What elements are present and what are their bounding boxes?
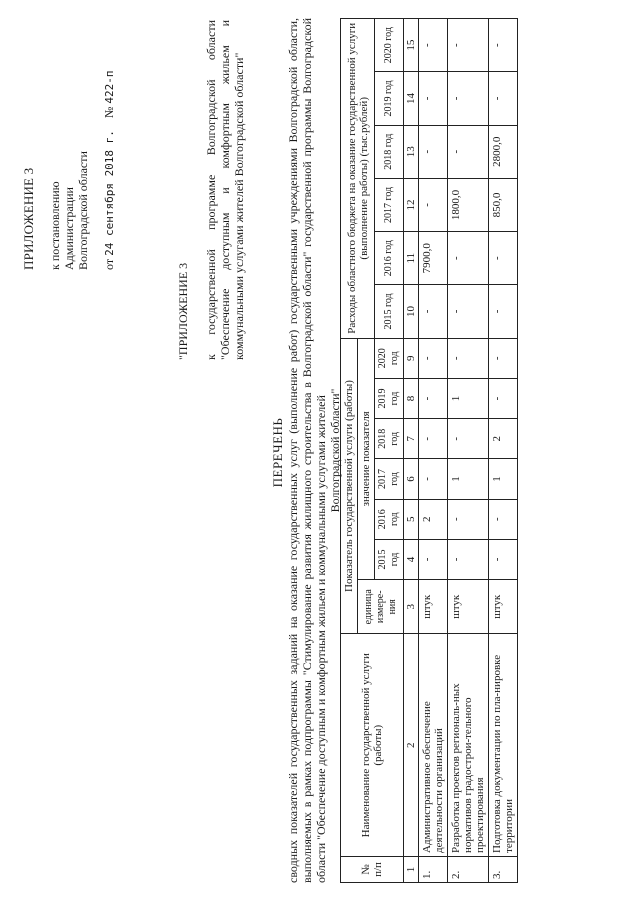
column-number: 2 (404, 634, 419, 856)
column-number: 3 (404, 580, 419, 634)
column-number: 7 (404, 419, 419, 459)
header-year: 2020 год (375, 338, 404, 378)
annex-title: "ПРИЛОЖЕНИЕ 3 (176, 262, 190, 360)
row-unit: штук (489, 580, 518, 634)
row-expense: - (419, 125, 448, 178)
row-value: 1 (489, 459, 518, 499)
column-number: 1 (404, 856, 419, 882)
header-exp-year: 2016 год (375, 232, 404, 285)
column-number: 13 (404, 125, 419, 178)
header-year: 2017 год (375, 459, 404, 499)
row-value: - (489, 338, 518, 378)
header-exp-year: 2019 год (375, 72, 404, 125)
row-value: - (419, 378, 448, 418)
row-unit: штук (448, 580, 489, 634)
row-expense: - (448, 232, 489, 285)
decree-date: 24 сентября 2018 г. (103, 130, 116, 256)
decree-date-line (102, 10, 117, 270)
header-exp-year: 2015 год (375, 285, 404, 338)
row-unit: штук (419, 580, 448, 634)
row-expense: - (489, 19, 518, 72)
row-expense: 7900,0 (419, 232, 448, 285)
column-number: 9 (404, 338, 419, 378)
row-num: 2. (448, 856, 489, 882)
row-value: - (489, 378, 518, 418)
number-prefix: № (102, 106, 116, 119)
row-expense: - (489, 232, 518, 285)
row-value: - (419, 539, 448, 579)
header-line-1: к постановлению (48, 181, 62, 270)
header-indicator: Показатель государственной услуги (работы) (341, 338, 358, 634)
header-year: 2016 год (375, 499, 404, 539)
row-value: - (419, 459, 448, 499)
row-expense: 2800,0 (489, 125, 518, 178)
header-line-2: Администрации (62, 187, 76, 270)
row-expense: - (489, 72, 518, 125)
column-number: 4 (404, 539, 419, 579)
row-service-name: Административное обеспечение деятельности организаций (419, 634, 448, 856)
table-row (448, 19, 489, 883)
row-expense: - (419, 178, 448, 231)
row-value: - (489, 539, 518, 579)
header-exp-year: 2018 год (375, 125, 404, 178)
table-row (419, 19, 448, 883)
column-number: 8 (404, 378, 419, 418)
annex-text: к государственной программе Волгоградской области "Обеспечение доступным и комфортным жильем и коммунальными услугами жителей Волгоградской области" (204, 20, 246, 360)
header-num: № п/п (341, 856, 404, 882)
row-service-name: Разработка проектов региональ-ных нормативов градострои-тельного проектирования (448, 634, 489, 856)
document-title: ПЕРЕЧЕНЬ (270, 417, 285, 488)
appendix-title: ПРИЛОЖЕНИЕ 3 (21, 167, 36, 270)
row-value: 1 (448, 378, 489, 418)
header-year: 2018 год (375, 419, 404, 459)
annex-block (176, 20, 246, 360)
row-expense: - (448, 125, 489, 178)
header-year: 2015 год (375, 539, 404, 579)
row-expense: - (448, 72, 489, 125)
header-service-name: Наименование государственной услуги (работы) (341, 634, 404, 856)
row-expense: 850,0 (489, 178, 518, 231)
document-intro (286, 18, 342, 883)
row-expense: - (419, 72, 448, 125)
row-value: - (448, 419, 489, 459)
row-value: - (419, 338, 448, 378)
column-number: 15 (404, 19, 419, 72)
row-value: 2 (489, 419, 518, 459)
decree-number: 422-п (103, 70, 116, 104)
row-expense: - (419, 285, 448, 338)
column-number: 11 (404, 232, 419, 285)
column-numbers-row (404, 19, 419, 883)
row-value: - (448, 499, 489, 539)
row-expense: - (448, 285, 489, 338)
header-year: 2019 год (375, 378, 404, 418)
column-number: 14 (404, 72, 419, 125)
row-value: - (448, 338, 489, 378)
column-number: 12 (404, 178, 419, 231)
intro-text: сводных показателей государственных заданий на оказание государственных услуг (выполнение работ) государственными учреждениями Волгоградской области, выполняемых в рамках подпрограммы "Стимулирование развития жилищного строительства в Волгоградской области" государственной программы Волгоградской области "Обеспечение доступным и комфортным жильем и коммунальными услугами жителей (286, 18, 328, 883)
header-expenses: Расходы областного бюджета на оказание государственной услуги (выполнение работы) (тыс.рублей) (341, 19, 375, 339)
appendix-header (22, 10, 117, 270)
header-value: значение показателя (358, 338, 375, 579)
date-prefix: от (102, 258, 116, 270)
row-num: 1. (419, 856, 448, 882)
row-value: - (419, 419, 448, 459)
header-line-3: Волгоградской области (76, 151, 90, 270)
header-exp-year: 2020 год (375, 19, 404, 72)
row-service-name: Подготовка документации по пла-нировке территории (489, 634, 518, 856)
row-value: 1 (448, 459, 489, 499)
row-num: 3. (489, 856, 518, 882)
row-expense: - (419, 19, 448, 72)
column-number: 5 (404, 499, 419, 539)
header-unit: единица измере-ния (358, 580, 404, 634)
row-expense: - (489, 285, 518, 338)
row-expense: - (448, 19, 489, 72)
row-value: 2 (419, 499, 448, 539)
column-number: 10 (404, 285, 419, 338)
intro-last-line: Волгоградской области" (328, 388, 342, 513)
row-value: - (448, 539, 489, 579)
row-expense: 1800,0 (448, 178, 489, 231)
column-number: 6 (404, 459, 419, 499)
indicators-table (340, 18, 518, 883)
row-value: - (489, 499, 518, 539)
header-exp-year: 2017 год (375, 178, 404, 231)
table-row (489, 19, 518, 883)
